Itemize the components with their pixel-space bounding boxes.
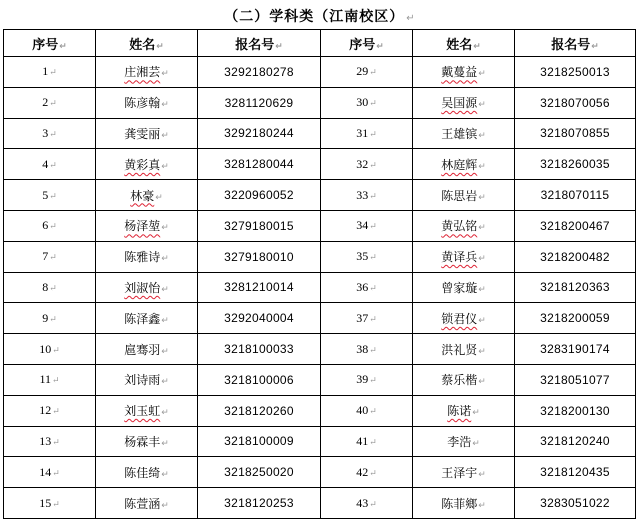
name-cell: [96, 87, 198, 118]
seq-cell-text: 43: [356, 495, 369, 510]
table-row: [4, 149, 636, 180]
seq-cell-text: 35: [356, 249, 369, 264]
reg-number-cell: [515, 210, 636, 241]
paragraph-mark-icon: ↵: [369, 98, 377, 109]
reg-number-cell: [198, 272, 321, 303]
seq-cell-text: 41: [356, 433, 369, 448]
paragraph-mark-icon: ↵: [161, 69, 169, 80]
name-cell: [413, 118, 515, 149]
name-cell: [96, 395, 198, 426]
paragraph-mark-icon: ↵: [473, 41, 481, 52]
paragraph-mark-icon: ↵: [161, 346, 169, 357]
reg-number-cell: [198, 118, 321, 149]
reg-number-cell: [515, 272, 636, 303]
reg-number-cell: [515, 180, 636, 211]
header-text: 报名号: [235, 37, 275, 53]
reg-number-cell: [198, 210, 321, 241]
reg-number-cell-text: 3279180010: [224, 249, 294, 264]
name-cell: [96, 364, 198, 395]
reg-number-cell: [515, 488, 636, 519]
table-row: [4, 488, 636, 519]
name-cell: [96, 57, 198, 88]
name-cell-text: 龚雯丽: [124, 126, 161, 141]
paragraph-mark-icon: ↵: [49, 159, 57, 170]
seq-cell: [4, 457, 96, 488]
paragraph-mark-icon: ↵: [478, 192, 486, 203]
paragraph-mark-icon: ↵: [161, 130, 169, 141]
reg-number-cell: [515, 87, 636, 118]
seq-cell: [321, 180, 413, 211]
seq-cell: [321, 488, 413, 519]
table-row: [4, 87, 636, 118]
paragraph-mark-icon: ↵: [161, 377, 169, 388]
reg-number-cell-text: 3218120240: [540, 434, 610, 449]
seq-cell: [4, 488, 96, 519]
header-text: 序号: [349, 37, 376, 53]
reg-number-cell-text: 3218100033: [224, 342, 294, 357]
name-cell-text: 陈思岩: [441, 188, 478, 203]
name-cell: [413, 334, 515, 365]
name-cell: [413, 87, 515, 118]
name-cell: [96, 118, 198, 149]
name-cell: [413, 180, 515, 211]
name-cell-text: 林庭辉: [441, 157, 478, 172]
paragraph-mark-icon: ↵: [478, 100, 486, 111]
reg-number-cell: [198, 488, 321, 519]
paragraph-mark-icon: ↵: [161, 223, 169, 234]
name-cell-text: 王雄镔: [441, 126, 478, 141]
paragraph-mark-icon: ↵: [161, 315, 169, 326]
table-row: [4, 303, 636, 334]
reg-number-cell: [515, 334, 636, 365]
name-cell: [413, 241, 515, 272]
seq-cell: [321, 241, 413, 272]
seq-cell: [321, 57, 413, 88]
name-cell-text: 陈佳绮: [124, 465, 161, 480]
paragraph-mark-icon: ↵: [369, 159, 377, 170]
reg-number-cell: [515, 364, 636, 395]
reg-number-cell-text: 3281210014: [224, 280, 294, 295]
paragraph-mark-icon: ↵: [49, 98, 57, 109]
reg-number-cell: [515, 303, 636, 334]
reg-number-cell-text: 3292180278: [224, 64, 294, 79]
reg-number-cell-text: 3218120435: [540, 465, 610, 480]
reg-number-cell: [515, 395, 636, 426]
reg-number-cell: [515, 457, 636, 488]
name-cell: [413, 57, 515, 88]
seq-cell-text: 1: [42, 64, 49, 79]
reg-number-cell-text: 3218120363: [540, 280, 610, 295]
reg-number-cell: [515, 57, 636, 88]
reg-number-cell: [198, 87, 321, 118]
seq-cell-text: 32: [356, 156, 369, 171]
paragraph-mark-icon: ↵: [161, 284, 169, 295]
name-cell-text: 戴蔓益: [441, 65, 478, 80]
name-cell: [96, 426, 198, 457]
name-cell-text: 黄译兵: [441, 250, 478, 265]
roster-table: [3, 29, 636, 519]
name-cell-text: 吴国源: [441, 96, 478, 111]
reg-number-cell-text: 3292040004: [224, 311, 294, 326]
paragraph-mark-icon: ↵: [161, 500, 169, 511]
seq-cell-text: 29: [356, 64, 369, 79]
reg-number-cell-text: 3218250020: [224, 465, 294, 480]
reg-number-cell: [515, 426, 636, 457]
reg-number-cell-text: 3218200467: [540, 218, 610, 233]
paragraph-mark-icon: ↵: [478, 469, 486, 480]
paragraph-mark-icon: ↵: [161, 469, 169, 480]
paragraph-mark-icon: ↵: [156, 41, 164, 52]
paragraph-mark-icon: ↵: [369, 221, 377, 232]
paragraph-mark-icon: ↵: [52, 436, 60, 447]
name-cell-text: 王泽宇: [441, 465, 478, 480]
reg-number-cell: [198, 241, 321, 272]
paragraph-mark-icon: ↵: [52, 467, 60, 478]
table-row: [4, 210, 636, 241]
paragraph-mark-icon: ↵: [472, 408, 480, 419]
seq-cell: [4, 180, 96, 211]
name-cell-text: 黄弘铭: [441, 219, 478, 234]
name-cell-text: 陈诺: [447, 404, 472, 419]
reg-number-cell-text: 3281120629: [224, 95, 294, 110]
name-cell-text: 蔡乐楷: [441, 373, 478, 388]
seq-cell: [321, 210, 413, 241]
name-cell-text: 黄彩真: [124, 157, 161, 172]
table-row: [4, 118, 636, 149]
seq-cell-text: 31: [356, 125, 369, 140]
table-row: [4, 57, 636, 88]
reg-number-cell-text: 3218120253: [224, 496, 294, 511]
header-text: 姓名: [446, 37, 473, 53]
reg-number-cell: [198, 457, 321, 488]
paragraph-mark-icon: ↵: [52, 498, 60, 509]
seq-cell: [4, 334, 96, 365]
paragraph-mark-icon: ↵: [478, 130, 486, 141]
paragraph-mark-icon: ↵: [369, 252, 377, 263]
seq-cell-text: 34: [356, 218, 369, 233]
seq-cell-text: 37: [356, 310, 369, 325]
name-cell: [413, 149, 515, 180]
name-cell-text: 扈骞羽: [124, 342, 161, 357]
seq-cell: [4, 241, 96, 272]
seq-cell-text: 33: [356, 187, 369, 202]
seq-cell-text: 5: [42, 187, 49, 202]
seq-cell-text: 12: [39, 403, 52, 418]
header-name-left: [96, 30, 198, 57]
paragraph-mark-icon: ↵: [478, 254, 486, 265]
seq-cell: [321, 87, 413, 118]
paragraph-mark-icon: ↵: [155, 192, 163, 203]
paragraph-mark-icon: ↵: [161, 254, 169, 265]
name-cell-text: 庄湘芸: [124, 65, 161, 80]
reg-number-cell-text: 3281280044: [224, 157, 294, 172]
paragraph-mark-icon: ↵: [369, 282, 377, 293]
name-cell-text: 陈彦翰: [124, 96, 161, 111]
paragraph-mark-icon: ↵: [369, 344, 377, 355]
seq-cell-text: 11: [39, 372, 51, 387]
seq-cell: [321, 149, 413, 180]
reg-number-cell-text: 3292180244: [224, 126, 294, 141]
reg-number-cell: [198, 149, 321, 180]
name-cell: [413, 272, 515, 303]
reg-number-cell-text: 3218200482: [540, 249, 610, 264]
seq-cell-text: 38: [356, 341, 369, 356]
seq-cell-text: 39: [356, 372, 369, 387]
seq-cell-text: 30: [356, 95, 369, 110]
reg-number-cell-text: 3218051077: [540, 372, 610, 387]
reg-number-cell: [515, 149, 636, 180]
seq-cell-text: 6: [42, 218, 49, 233]
seq-cell-text: 4: [42, 156, 49, 171]
seq-cell-text: 42: [356, 464, 369, 479]
paragraph-mark-icon: ↵: [49, 190, 57, 201]
name-cell: [413, 395, 515, 426]
name-cell-text: 洪礼贤: [441, 342, 478, 357]
paragraph-mark-icon: ↵: [59, 41, 67, 52]
paragraph-mark-icon: ↵: [591, 41, 599, 52]
reg-number-cell: [198, 426, 321, 457]
reg-number-cell-text: 3283051022: [540, 496, 610, 511]
name-cell: [96, 210, 198, 241]
header-reg-left: [198, 30, 321, 57]
name-cell: [96, 241, 198, 272]
seq-cell: [4, 364, 96, 395]
table-row: [4, 334, 636, 365]
name-cell-text: 陈泽鑫: [124, 311, 161, 326]
paragraph-mark-icon: ↵: [275, 41, 283, 52]
seq-cell-text: 8: [42, 279, 49, 294]
paragraph-mark-icon: ↵: [49, 221, 57, 232]
seq-cell: [4, 426, 96, 457]
reg-number-cell: [198, 364, 321, 395]
reg-number-cell-text: 3218200130: [540, 403, 610, 418]
seq-cell: [321, 364, 413, 395]
paragraph-mark-icon: ↵: [369, 190, 377, 201]
name-cell: [96, 303, 198, 334]
seq-cell: [4, 87, 96, 118]
seq-cell: [321, 457, 413, 488]
name-cell-text: 杨霖丰: [124, 434, 161, 449]
name-cell-text: 林豪: [130, 188, 155, 203]
reg-number-cell-text: 3283190174: [540, 342, 610, 357]
section-title-text: （二）学科类（江南校区）: [224, 9, 405, 25]
seq-cell: [4, 272, 96, 303]
name-cell: [96, 149, 198, 180]
seq-cell: [321, 303, 413, 334]
name-cell-text: 李浩: [447, 434, 472, 449]
seq-cell-text: 2: [42, 95, 49, 110]
seq-cell: [4, 57, 96, 88]
paragraph-mark-icon: ↵: [376, 41, 384, 52]
seq-cell: [321, 272, 413, 303]
paragraph-mark-icon: ↵: [161, 161, 169, 172]
paragraph-mark-icon: ↵: [49, 67, 57, 78]
seq-cell-text: 3: [42, 125, 49, 140]
paragraph-mark-icon: ↵: [478, 346, 486, 357]
paragraph-mark-icon: ↵: [406, 13, 416, 24]
reg-number-cell: [198, 57, 321, 88]
paragraph-mark-icon: ↵: [161, 100, 169, 111]
paragraph-mark-icon: ↵: [161, 438, 169, 449]
name-cell: [96, 488, 198, 519]
reg-number-cell-text: 3279180015: [224, 218, 294, 233]
reg-number-cell: [515, 118, 636, 149]
paragraph-mark-icon: ↵: [478, 500, 486, 511]
seq-cell-text: 14: [39, 464, 52, 479]
paragraph-mark-icon: ↵: [478, 377, 486, 388]
reg-number-cell-text: 3218070115: [540, 188, 610, 203]
paragraph-mark-icon: ↵: [478, 69, 486, 80]
name-cell: [413, 488, 515, 519]
table-row: [4, 426, 636, 457]
name-cell-text: 陈萱涵: [124, 496, 161, 511]
name-cell: [413, 457, 515, 488]
reg-number-cell-text: 3218070056: [540, 95, 610, 110]
paragraph-mark-icon: ↵: [369, 313, 377, 324]
seq-cell-text: 7: [42, 249, 49, 264]
paragraph-mark-icon: ↵: [369, 436, 377, 447]
seq-cell: [321, 395, 413, 426]
paragraph-mark-icon: ↵: [49, 282, 57, 293]
reg-number-cell-text: 3218100006: [224, 372, 294, 387]
reg-number-cell: [198, 334, 321, 365]
paragraph-mark-icon: ↵: [478, 223, 486, 234]
reg-number-cell: [515, 241, 636, 272]
name-cell-text: 陈雅诗: [124, 250, 161, 265]
seq-cell-text: 40: [356, 403, 369, 418]
seq-cell: [4, 303, 96, 334]
seq-cell-text: 15: [39, 495, 52, 510]
name-cell-text: 曾家璇: [441, 280, 478, 295]
seq-cell-text: 10: [39, 341, 52, 356]
seq-cell-text: 9: [42, 310, 49, 325]
paragraph-mark-icon: ↵: [478, 161, 486, 172]
reg-number-cell: [198, 180, 321, 211]
header-text: 序号: [32, 37, 59, 53]
reg-number-cell-text: 3218100009: [224, 434, 294, 449]
paragraph-mark-icon: ↵: [472, 438, 480, 449]
name-cell-text: 杨泽堃: [124, 219, 161, 234]
paragraph-mark-icon: ↵: [369, 406, 377, 417]
name-cell: [96, 180, 198, 211]
name-cell: [96, 272, 198, 303]
table-row: [4, 272, 636, 303]
paragraph-mark-icon: ↵: [49, 252, 57, 263]
paragraph-mark-icon: ↵: [52, 344, 60, 355]
table-row: [4, 241, 636, 272]
paragraph-mark-icon: ↵: [49, 313, 57, 324]
seq-cell-text: 13: [39, 433, 52, 448]
paragraph-mark-icon: ↵: [161, 408, 169, 419]
name-cell: [413, 303, 515, 334]
seq-cell: [4, 118, 96, 149]
name-cell: [413, 210, 515, 241]
table-row: [4, 364, 636, 395]
paragraph-mark-icon: ↵: [478, 284, 486, 295]
paragraph-mark-icon: ↵: [369, 498, 377, 509]
reg-number-cell-text: 3218250013: [540, 64, 610, 79]
paragraph-mark-icon: ↵: [478, 315, 486, 326]
header-text: 姓名: [129, 37, 156, 53]
name-cell-text: 陈菲鄉: [441, 496, 478, 511]
header-text: 报名号: [551, 37, 591, 53]
name-cell: [96, 457, 198, 488]
table-row: [4, 395, 636, 426]
name-cell-text: 刘诗雨: [124, 373, 161, 388]
seq-cell: [321, 426, 413, 457]
header-row: [4, 30, 636, 57]
name-cell-text: 刘玉虹: [124, 404, 161, 419]
reg-number-cell: [198, 303, 321, 334]
paragraph-mark-icon: ↵: [49, 128, 57, 139]
seq-cell: [4, 395, 96, 426]
table-row: [4, 457, 636, 488]
reg-number-cell-text: 3218070855: [540, 126, 610, 141]
header-seq-left: [4, 30, 96, 57]
name-cell: [96, 334, 198, 365]
paragraph-mark-icon: ↵: [369, 67, 377, 78]
header-seq-right: [321, 30, 413, 57]
paragraph-mark-icon: ↵: [369, 467, 377, 478]
paragraph-mark-icon: ↵: [52, 406, 60, 417]
seq-cell: [321, 118, 413, 149]
paragraph-mark-icon: ↵: [52, 375, 60, 386]
header-reg-right: [515, 30, 636, 57]
reg-number-cell: [198, 395, 321, 426]
name-cell-text: 刘淑怡: [124, 280, 161, 295]
section-title: [0, 6, 640, 26]
header-name-right: [413, 30, 515, 57]
name-cell: [413, 426, 515, 457]
seq-cell: [4, 149, 96, 180]
reg-number-cell-text: 3218260035: [540, 157, 610, 172]
table-row: [4, 180, 636, 211]
reg-number-cell-text: 3218200059: [540, 311, 610, 326]
paragraph-mark-icon: ↵: [369, 375, 377, 386]
name-cell-text: 锁君仪: [441, 311, 478, 326]
name-cell: [413, 364, 515, 395]
paragraph-mark-icon: ↵: [369, 128, 377, 139]
seq-cell: [4, 210, 96, 241]
reg-number-cell-text: 3220960052: [224, 188, 294, 203]
seq-cell-text: 36: [356, 279, 369, 294]
seq-cell: [321, 334, 413, 365]
reg-number-cell-text: 3218120260: [224, 403, 294, 418]
